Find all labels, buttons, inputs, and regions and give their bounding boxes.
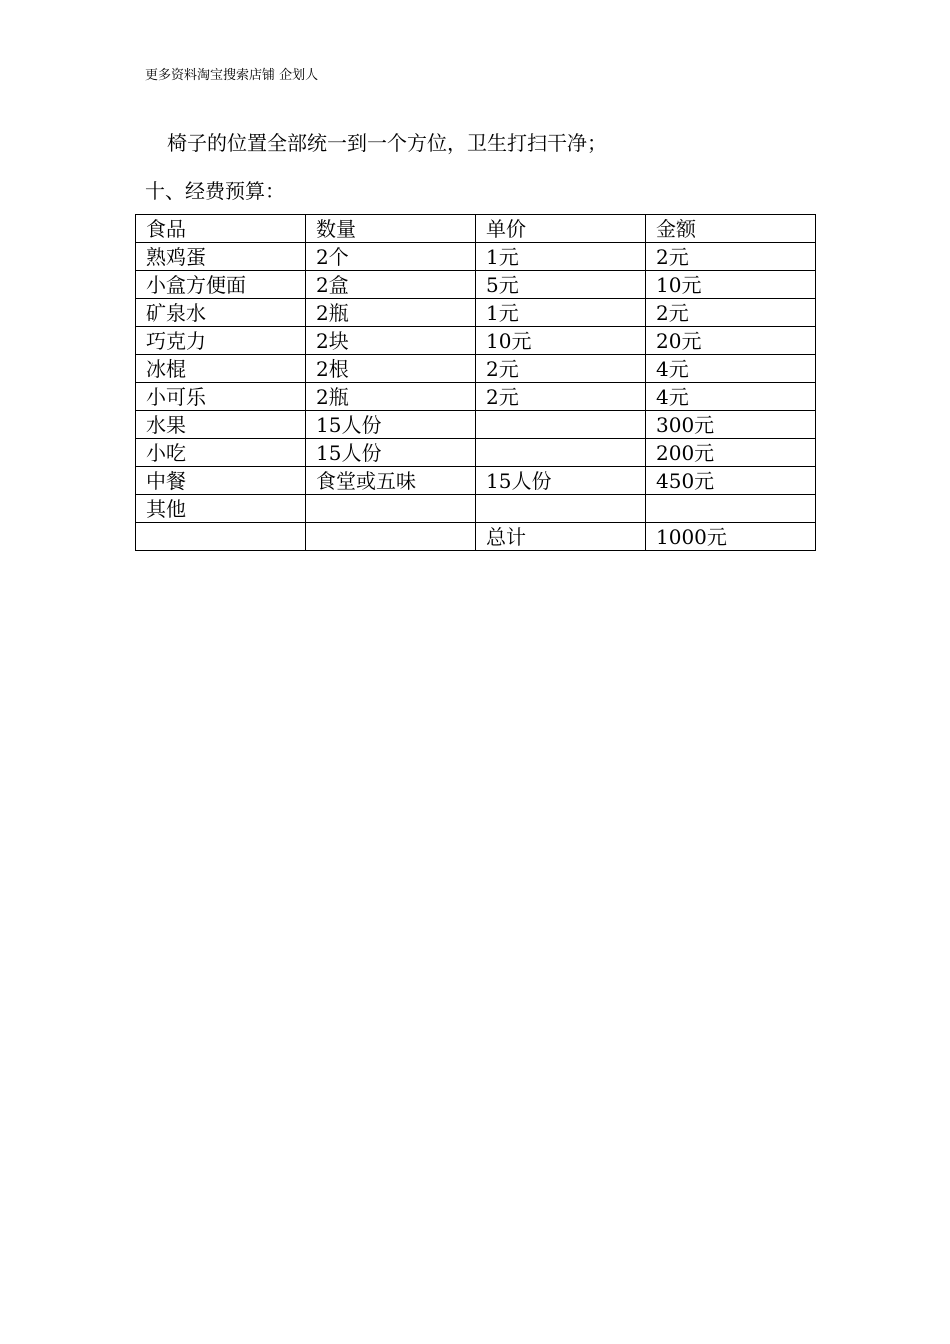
section-heading: 十、经费预算： [145, 179, 285, 203]
table-cell: 2元 [646, 299, 816, 327]
header-note: 更多资料淘宝搜索店铺 企划人 [145, 68, 319, 83]
table-cell: 熟鸡蛋 [136, 243, 306, 271]
table-cell: 15人份 [476, 467, 646, 495]
paragraph-text: 椅子的位置全部统一到一个方位，卫生打扫干净； [167, 131, 607, 155]
header-cell-amount: 金额 [646, 215, 816, 243]
header-cell-food: 食品 [136, 215, 306, 243]
table-cell: 小盒方便面 [136, 271, 306, 299]
table-cell: 2个 [306, 243, 476, 271]
table-cell: 2瓶 [306, 383, 476, 411]
table-cell: 200元 [646, 439, 816, 467]
table-cell: 450元 [646, 467, 816, 495]
total-label-cell: 总计 [476, 523, 646, 551]
table-row [136, 355, 816, 383]
table-cell: 10元 [476, 327, 646, 355]
table-cell [476, 439, 646, 467]
table-cell: 2根 [306, 355, 476, 383]
table-row [136, 243, 816, 271]
table-cell: 15人份 [306, 439, 476, 467]
table-cell: 10元 [646, 271, 816, 299]
total-amount-cell: 1000元 [646, 523, 816, 551]
header-cell-unit-price: 单价 [476, 215, 646, 243]
table-cell: 冰棍 [136, 355, 306, 383]
table-cell: 小可乐 [136, 383, 306, 411]
table-cell: 4元 [646, 355, 816, 383]
table-cell: 2元 [476, 383, 646, 411]
table-cell: 15人份 [306, 411, 476, 439]
table-cell: 水果 [136, 411, 306, 439]
budget-table [135, 214, 816, 551]
table-row [136, 439, 816, 467]
table-cell [306, 523, 476, 551]
table-row [136, 383, 816, 411]
table-cell: 其他 [136, 495, 306, 523]
table-cell: 1元 [476, 243, 646, 271]
table-cell: 2瓶 [306, 299, 476, 327]
table-cell: 巧克力 [136, 327, 306, 355]
table-cell: 小吃 [136, 439, 306, 467]
table-cell: 2块 [306, 327, 476, 355]
table-row [136, 299, 816, 327]
table-row [136, 495, 816, 523]
table-row [136, 327, 816, 355]
header-cell-quantity: 数量 [306, 215, 476, 243]
table-cell: 2元 [476, 355, 646, 383]
table-row [136, 467, 816, 495]
table-cell: 5元 [476, 271, 646, 299]
table-cell: 中餐 [136, 467, 306, 495]
table-cell [476, 495, 646, 523]
table-row [136, 411, 816, 439]
table-cell: 300元 [646, 411, 816, 439]
table-cell [476, 411, 646, 439]
table-cell: 2元 [646, 243, 816, 271]
table-cell: 矿泉水 [136, 299, 306, 327]
table-cell: 1元 [476, 299, 646, 327]
table-total-row [136, 523, 816, 551]
table-cell: 4元 [646, 383, 816, 411]
table-header-row [136, 215, 816, 243]
table-cell [646, 495, 816, 523]
table-row [136, 271, 816, 299]
table-cell: 食堂或五味 [306, 467, 476, 495]
table-cell [306, 495, 476, 523]
table-cell: 2盒 [306, 271, 476, 299]
table-cell [136, 523, 306, 551]
table-cell: 20元 [646, 327, 816, 355]
